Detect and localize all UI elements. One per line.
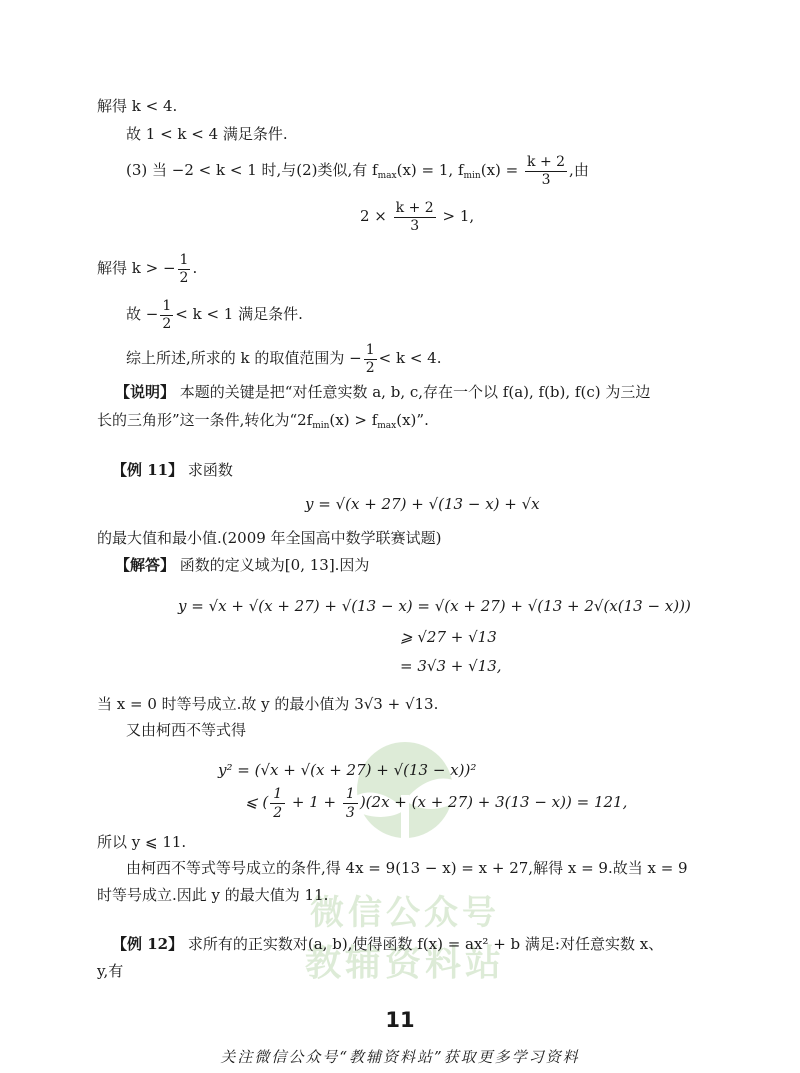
fraction-numerator: k + 2 — [395, 199, 434, 216]
text-segment: < k < 1 满足条件. — [175, 305, 303, 323]
text-segment: (x) = — [480, 161, 519, 179]
text-line-with-fraction — [126, 152, 589, 194]
watermark-line1: 微信公众号 — [310, 893, 500, 933]
fraction — [160, 298, 173, 333]
display-formula: y = √(x + 27) + √(13 − x) + √x — [305, 495, 540, 513]
text-segment: 2 × — [360, 207, 387, 225]
text-segment: ⩽ ( — [245, 793, 269, 811]
display-formula: y = √x + √(x + 27) + √(13 − x) = √(x + 27) + √(13 + 2√(x(13 − x))) — [178, 597, 691, 615]
display-formula: ⩾ √27 + √13 — [400, 628, 497, 646]
example-tag: 【例 11】 — [112, 461, 184, 479]
fraction-denominator: 2 — [365, 359, 375, 376]
text-line: 故 1 < k < 4 满足条件. — [126, 125, 288, 143]
text-segment: ,由 — [569, 161, 589, 179]
text-segment: (x) = 1, f — [396, 161, 464, 179]
text-line: 又由柯西不等式得 — [126, 721, 247, 739]
fraction — [343, 785, 358, 822]
fraction — [364, 342, 377, 377]
fraction-denominator: 3 — [541, 171, 551, 188]
text-segment: 综上所述,所求的 k 的取值范围为 − — [126, 349, 362, 367]
text-segment: + 1 + — [291, 793, 337, 811]
solution-tag: 【解答】 — [115, 556, 176, 574]
text-segment: 本题的关键是把“对任意实数 a, b, c,存在一个以 f(a), f(b), f(c) 为三边 — [179, 383, 651, 401]
text-segment: 解得 k > − — [97, 259, 176, 277]
text-line-with-fraction — [97, 250, 197, 287]
subscript: max — [377, 421, 397, 431]
display-formula: y² = (√x + √(x + 27) + √(13 − x))² — [218, 761, 477, 779]
example-heading — [112, 460, 233, 480]
text-segment: 函数的定义域为[0, 13].因为 — [179, 556, 370, 574]
fraction-denominator: 2 — [162, 315, 172, 332]
text-segment: 长的三角形”这一条件,转化为“2f — [97, 411, 313, 429]
page-footer: 关注微信公众号“教辅资料站”获取更多学习资料 — [220, 1048, 580, 1066]
text-line: 当 x = 0 时等号成立.故 y 的最小值为 3√3 + √13. — [97, 695, 439, 713]
text-line: 解得 k < 4. — [97, 97, 178, 115]
fraction-numerator: 1 — [270, 785, 285, 804]
text-segment: > 1, — [442, 207, 475, 225]
fraction-denominator: 3 — [410, 217, 420, 234]
solution-heading — [115, 555, 369, 575]
text-line: 时等号成立.因此 y 的最大值为 11. — [97, 886, 329, 904]
fraction — [178, 252, 191, 287]
page-number: 11 — [385, 1008, 415, 1032]
fraction-numerator: 1 — [365, 341, 375, 358]
text-line: 的最大值和最小值.(2009 年全国高中数学联赛试题) — [97, 529, 442, 547]
text-segment: < k < 4. — [378, 349, 442, 367]
text-segment: 求函数 — [187, 461, 233, 479]
subscript: min — [463, 171, 481, 181]
fraction-numerator: 1 — [179, 251, 189, 268]
text-segment: . — [192, 259, 198, 277]
fraction-numerator: 1 — [343, 785, 358, 804]
fraction-denominator: 3 — [345, 804, 355, 821]
text-line-with-fraction — [126, 296, 303, 333]
display-formula: = 3√3 + √13, — [400, 657, 502, 675]
fraction-numerator: 1 — [162, 297, 172, 314]
note-line — [115, 382, 650, 402]
example-tag: 【例 12】 — [112, 935, 184, 953]
text-line: y,有 — [97, 962, 124, 980]
text-segment: 故 − — [126, 305, 159, 323]
subscript: max — [377, 171, 397, 181]
note-tag: 【说明】 — [115, 383, 176, 401]
text-segment: (x) > f — [329, 411, 378, 429]
fraction-numerator: k + 2 — [527, 153, 566, 170]
fraction-denominator: 2 — [179, 269, 189, 286]
fraction-denominator: 2 — [273, 804, 283, 821]
text-segment: (x)”. — [396, 411, 429, 429]
example-heading — [112, 934, 663, 954]
subscript: min — [312, 421, 330, 431]
note-line — [97, 410, 429, 436]
text-line: 由柯西不等式等号成立的条件,得 4x = 9(13 − x) = x + 27,解得 x = 9.故当 x = 9 — [126, 859, 688, 877]
text-segment: )(2x + (x + 27) + 3(13 − x)) = 121, — [359, 793, 628, 811]
display-formula — [360, 198, 474, 235]
text-line: 所以 y ⩽ 11. — [97, 833, 187, 851]
text-line-with-fraction — [126, 340, 442, 377]
fraction — [394, 200, 436, 235]
text-segment: 求所有的正实数对(a, b),使得函数 f(x) = ax² + b 满足:对任意实数 x、 — [187, 935, 664, 953]
fraction — [525, 154, 567, 189]
text-segment: (3) 当 −2 < k < 1 时,与(2)类似,有 f — [126, 161, 378, 179]
display-formula — [245, 782, 627, 822]
fraction — [270, 785, 285, 822]
watermark-line2: 教辅资料站 — [304, 943, 505, 984]
